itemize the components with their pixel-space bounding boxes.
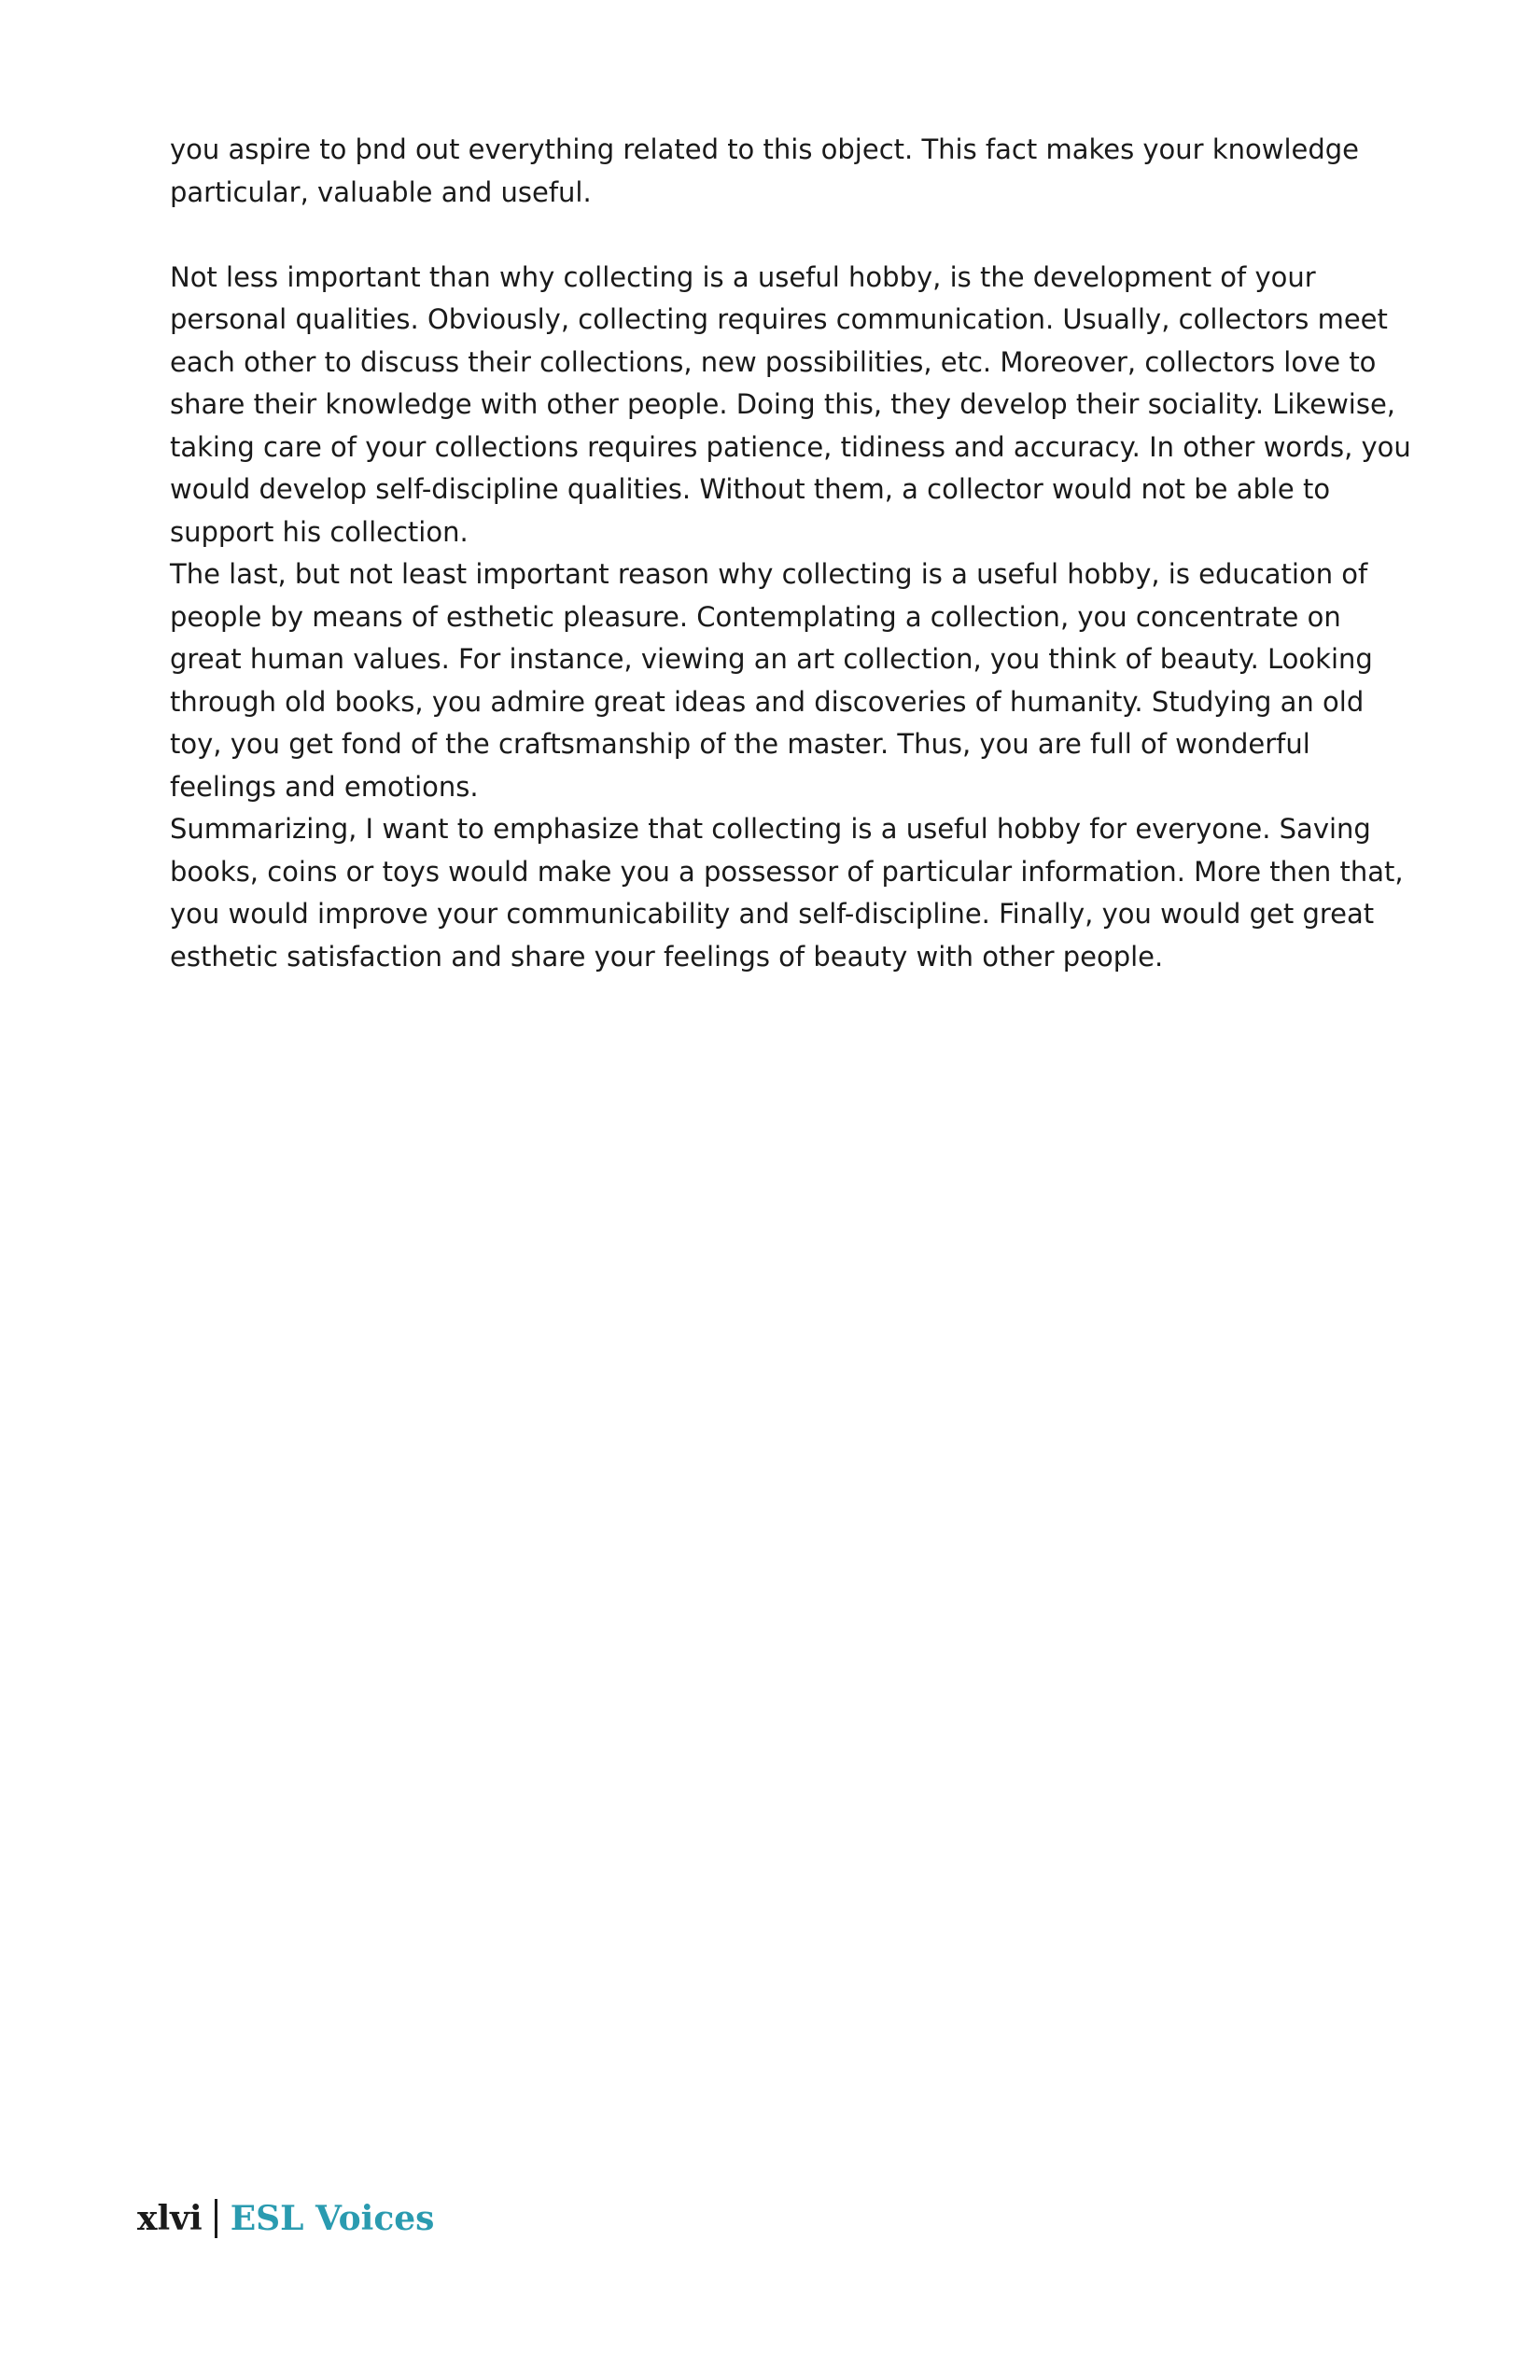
paragraph-1: you aspire to þnd out everything related to this object. This fact makes your knowledge particular, valuable and useful. (170, 133, 1360, 208)
book-title: ESL Voices (230, 2199, 435, 2238)
page-number: xlvi (137, 2199, 203, 2238)
paragraph-3: The last, but not least important reason why collecting is a useful hobby, is education of people by means of esthetic pleasure. Contemplating a collection, you concentrate on great human values. For instance, viewing an art collection, you think of beauty. Looking through old books, you admire great ideas and discoveries of humanity. Studying an old toy, you get fond of the craftsmanship of the master. Thus, you are full of wonderful feelings and emotions. (170, 558, 1373, 803)
paragraph-2: Not less important than why collecting is a useful hobby, is the development of your personal qualities. Obviously, collecting requires communication. Usually, collectors meet each other to discuss their collections, new possibilities, etc. Moreover, collectors love to share their knowledge with other people. Doing this, they develop their sociality. Likewise, taking care of your collections requires patience, tidiness and accuracy. In other words, you would develop self-discipline qualities. Without them, a collector would not be able to support his collection. (170, 260, 1411, 548)
essay-body (170, 129, 1411, 978)
footer-divider (215, 2199, 217, 2238)
paragraph-4: Summarizing, I want to emphasize that collecting is a useful hobby for everyone. Saving books, coins or toys would make you a possessor of particular information. More then that, you would improve your communicability and self-discipline. Finally, you would get great esthetic satisfaction and share your feelings of beauty with other people. (170, 813, 1404, 973)
page-footer (137, 2195, 434, 2242)
